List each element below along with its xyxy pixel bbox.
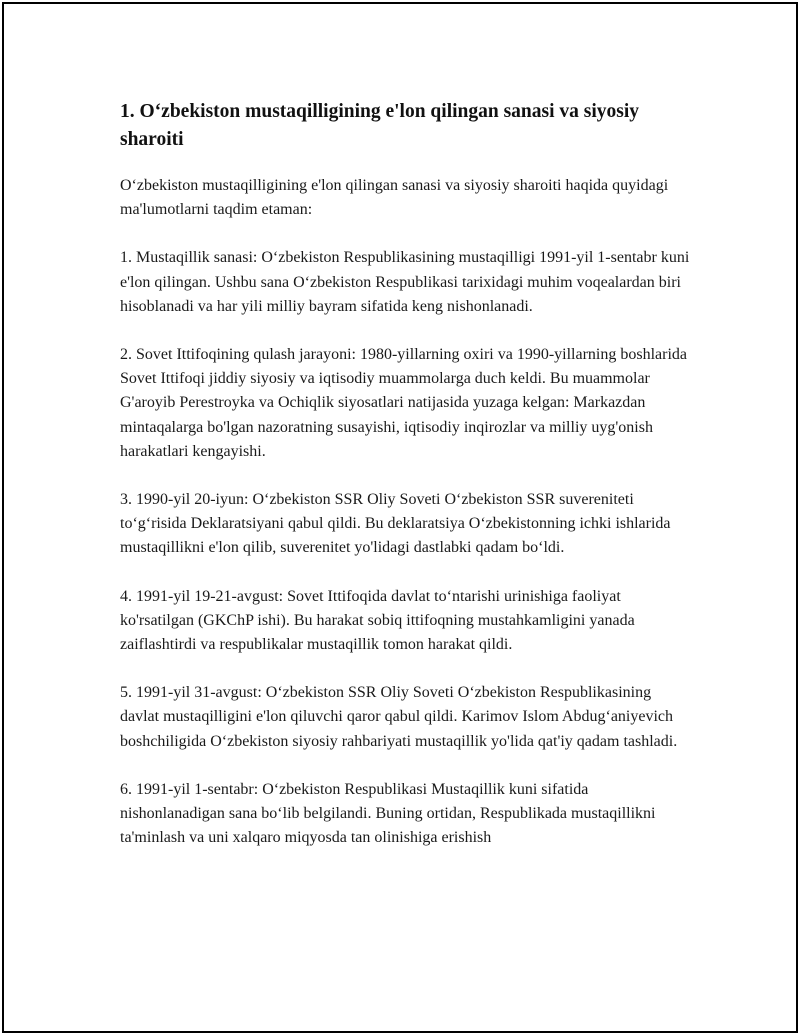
intro-paragraph: O‘zbekiston mustaqilligining e'lon qilingan sanasi va siyosiy sharoiti haqida quyidagi ma'lumotlarni taqdim etaman: xyxy=(120,177,669,219)
section-heading: 1. O‘zbekiston mustaqilligining e'lon qilingan sanasi va siyosiy sharoiti xyxy=(120,101,640,150)
paragraph-independence-day: 6. 1991-yil 1-sentabr: O‘zbekiston Respublikasi Mustaqillik kuni sifatida nishonlanadigan sana bo‘lib belgilandi. Buning ortidan, Respublikada mustaqillikni ta'minlash va uni xalqaro miqyosda tan olinishiga erishish xyxy=(120,780,656,847)
paragraph-august-coup: 4. 1991-yil 19-21-avgust: Sovet Ittifoqida davlat to‘ntarishi urinishiga faoliyat ko'rsatilgan (GKChP ishi). Bu harakat sobiq ittifoqning mustahkamligini yanada zaiflashtirdi va respublikalar mustaqillik tomon harakat qildi. xyxy=(120,587,635,654)
paragraph-independence-date: 1. Mustaqillik sanasi: O‘zbekiston Respublikasining mustaqilligi 1991-yil 1-sentabr kuni e'lon qilingan. Ushbu sana O‘zbekiston Respublikasi tarixidagi muhim voqealardan biri hisoblanadi va har yili milliy bayram sifatida keng nishonlanadi. xyxy=(120,249,690,315)
paragraph-soviet-collapse: 2. Sovet Ittifoqining qulash jarayoni: 1980-yillarning oxiri va 1990-yillarning boshlarida Sovet Ittifoqi jiddiy siyosiy va iqtisodiy muammolarga duch keldi. Bu muammolar G'aroyib Perestroyka va Ochiqlik siyosatlari natijasida yuzaga kelgan: Markazdan mintaqalarga bo'lgan nazoratning susayishi, iqtisodiy inqirozlar va milliy uyg'onish harakatlari kengayishi. xyxy=(120,346,688,460)
page-frame xyxy=(2,2,798,1033)
document-body xyxy=(120,98,692,874)
paragraph-sovereignty-declaration: 3. 1990-yil 20-iyun: O‘zbekiston SSR Oliy Soveti O‘zbekiston SSR suvereniteti to‘g‘risida Deklaratsiyani qabul qildi. Bu deklaratsiya O‘zbekistonning ichki ishlarida mustaqillikni e'lon qilib, suverenitet yo'lidagi dastlabki qadam bo‘ldi. xyxy=(120,491,671,557)
paragraph-independence-resolution: 5. 1991-yil 31-avgust: O‘zbekiston SSR Oliy Soveti O‘zbekiston Respublikasining davlat mustaqilligini e'lon qiluvchi qaror qabul qildi. Karimov Islom Abdug‘aniyevich boshchiligida O‘zbekiston siyosiy rahbariyati mustaqillik yo'lida qat'iy qadam tashladi. xyxy=(120,684,678,750)
